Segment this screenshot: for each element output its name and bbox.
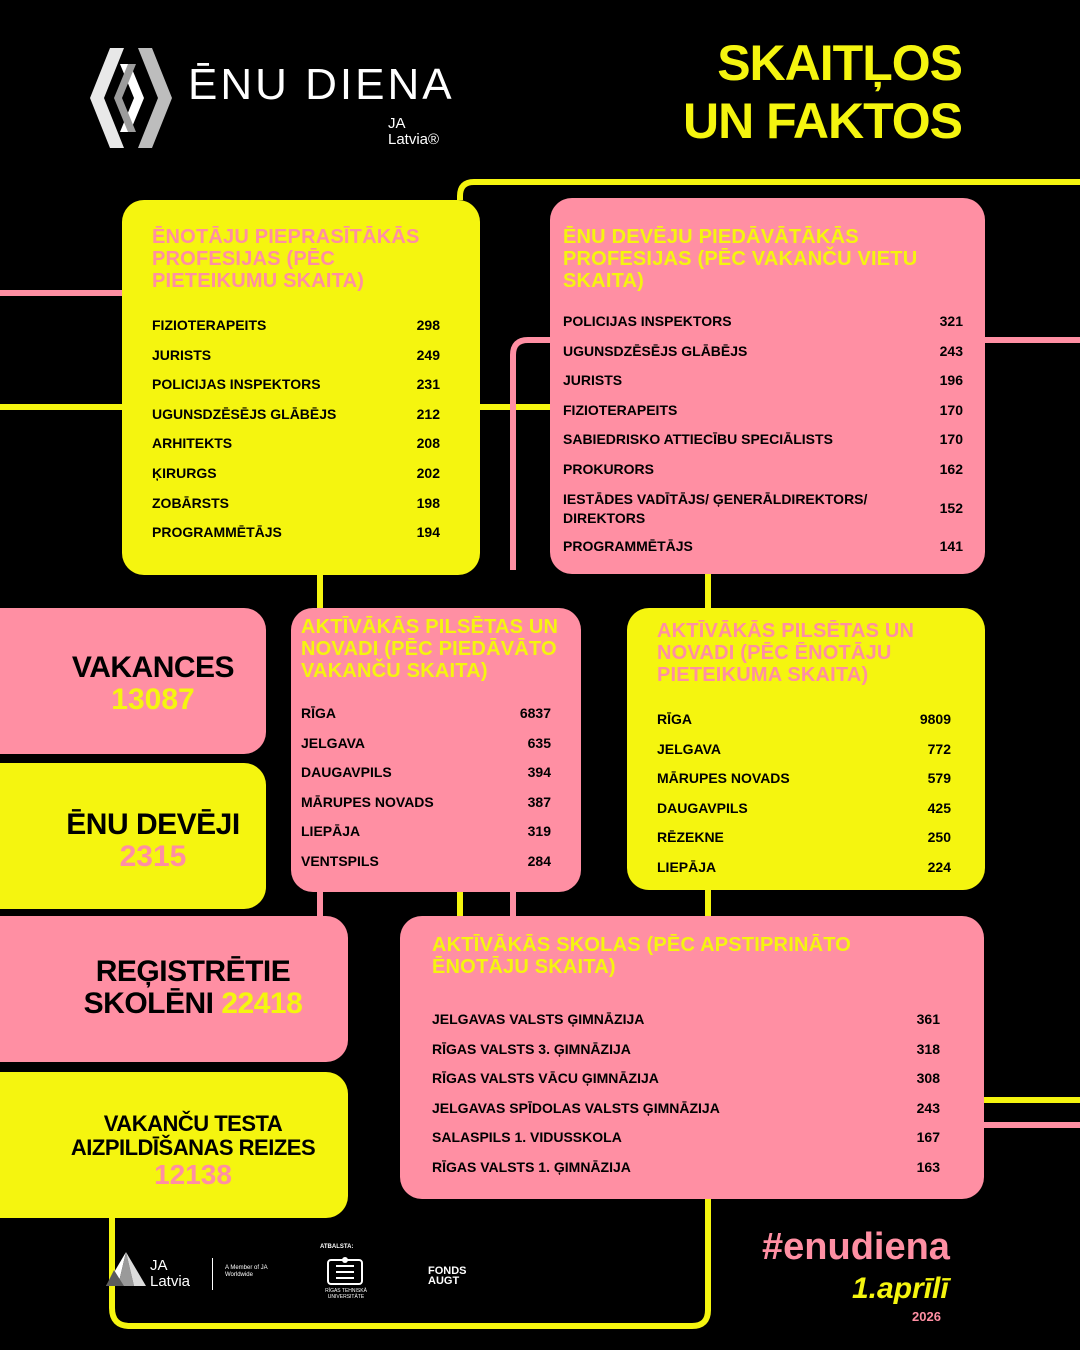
table-row [301,704,551,723]
tests-stat-card [0,1072,348,1218]
table-row [152,316,440,335]
ja-logo-icon [104,1250,148,1290]
shadow-givers-stat [18,809,288,873]
row-name: RĪGA [657,711,692,727]
registered-label-2: SKOLĒNI [83,987,214,1020]
table-row [152,494,440,513]
table-row [657,858,951,877]
row-value: 318 [916,1040,940,1057]
row-value: 361 [916,1011,940,1027]
registered-label-1: REĢISTRĒTIE [95,955,291,988]
row-value: 202 [416,465,440,481]
brand-name: ĒNU DIENA [188,60,455,109]
cities-offered-card [291,608,581,892]
card-title: AKTĪVĀKĀS PILSĒTAS UN NOVADI (PĒC ĒNOTĀJU PIETEIKUMA SKAITA) [657,620,915,686]
hashtag: #enudiena [762,1226,950,1268]
row-name: RĪGAS VALSTS 3. ĢIMNĀZIJA [432,1040,631,1057]
row-name: DAUGAVPILS [301,764,392,781]
row-name: JURISTS [563,372,623,389]
row-name: JELGAVA [657,740,722,757]
vacancies-stat [18,652,288,716]
row-value: 425 [927,799,951,816]
table-row [152,375,440,394]
row-value: 394 [527,764,551,781]
card-title: AKTĪVĀKĀS PILSĒTAS UN NOVADI (PĒC PIEDĀVĀTO VAKANČU SKAITA) [301,616,559,682]
row-value: 9809 [919,711,951,727]
table-row [563,537,963,556]
table-row [301,793,551,812]
enu-diena-logo-icon [90,48,172,150]
row-name: ARHITEKTS [152,435,233,452]
table-row [657,710,951,729]
row-name: LIEPĀJA [301,823,361,840]
row-name: IESTĀDES VADĪTĀJS/ ĢENERĀLDIREKTORS/ DIREKTORS [563,490,868,526]
row-name: PROGRAMMĒTĀJS [152,524,282,541]
row-name: ZOBĀRSTS [152,494,229,511]
table-row [563,371,963,390]
row-name: MĀRUPES NOVADS [301,793,434,810]
rows-requested [152,316,440,556]
table-row [301,734,551,753]
table-row [432,1158,940,1177]
table-row [563,312,963,331]
tests-label-2: AIZPILDĪŠANAS REIZES [70,1135,316,1160]
table-row [563,460,963,479]
shadow-givers-label: ĒNU DEVĒJI [66,808,240,841]
headline-line-2: UN FAKTOS [683,93,962,149]
requested-professions-card [122,200,480,575]
row-name: LIEPĀJA [657,859,717,875]
table-row [657,769,951,788]
rows-cities-applications [657,710,951,886]
row-value: 250 [927,829,951,846]
row-name: JELGAVAS SPĪDOLAS VALSTS ĢIMNĀZIJA [432,1099,720,1116]
vacancies-label: VAKANCES [71,651,235,684]
vacancies-value: 13087 [111,683,195,716]
table-row [432,1128,940,1147]
row-value: 243 [916,1099,940,1116]
table-row [152,434,440,453]
shadow-givers-stat-card [0,763,266,909]
row-value: 208 [416,435,440,452]
rows-offered [563,312,963,562]
ja-latvia-label [388,116,439,148]
fonds-line-2: AUGT [428,1275,460,1287]
row-value: 284 [527,853,551,869]
table-row [657,740,951,759]
row-name: MĀRUPES NOVADS [657,770,790,787]
row-name: ĶIRURGS [152,465,217,481]
rows-cities-offered [301,704,551,880]
footer-ja: JA [150,1257,168,1274]
row-name: RĪGAS VALSTS VĀCU ĢIMNĀZIJA [432,1070,659,1087]
tests-stat [18,1112,368,1190]
table-row [563,342,963,361]
vacancies-stat-card [0,608,266,754]
table-row [432,1069,940,1088]
table-row [563,401,963,420]
row-value: 635 [527,734,551,751]
footer-ja-latvia [150,1258,190,1290]
card-title: AKTĪVĀKĀS SKOLAS (PĒC APSTIPRINĀTO ĒNOTĀJU SKAITA) [432,934,852,978]
row-value: 152 [939,500,963,517]
page-headline [683,34,962,150]
row-value: 170 [939,401,963,418]
row-name: SALASPILS 1. VIDUSSKOLA [432,1129,622,1146]
row-value: 249 [416,346,440,363]
table-row [152,523,440,542]
row-value: 163 [916,1159,940,1175]
row-name: POLICIJAS INSPEKTORS [152,376,321,393]
table-row [301,763,551,782]
row-name: SABIEDRISKO ATTIECĪBU SPECIĀLISTS [563,431,833,448]
registered-label-2-row [18,988,368,1020]
footer-rtu-label: RĪGAS TEHNISKĀ UNIVERSITĀTE [325,1288,367,1300]
card-title: ĒNOTĀJU PIEPRASĪTĀKĀS PROFESIJAS (PĒC PIETEIKUMU SKAITA) [152,226,420,292]
row-value: 579 [927,770,951,787]
table-row [563,430,963,449]
row-value: 167 [916,1129,940,1146]
footer-divider [212,1258,213,1290]
row-value: 308 [916,1070,940,1087]
row-name: FIZIOTERAPEITS [152,317,267,333]
table-row [432,1010,940,1029]
row-value: 141 [939,538,963,555]
tests-value: 12138 [154,1159,232,1190]
row-name: JURISTS [152,346,212,363]
row-name: RĪGA [301,705,336,721]
ja-label: JA [388,115,406,132]
footer-fonds-logo [428,1266,467,1286]
rtu-crest-icon [322,1256,368,1286]
row-value: 319 [527,823,551,840]
table-row [301,852,551,871]
row-name: UGUNSDZĒSĒJS GLĀBĒJS [152,405,337,422]
shadow-givers-value: 2315 [119,840,187,873]
row-value: 162 [939,461,963,477]
row-value: 321 [939,313,963,329]
footer-support-label: ATBALSTA: [320,1244,354,1250]
registered-value: 22418 [221,987,303,1020]
table-row [432,1099,940,1118]
row-name: RĒZEKNE [657,829,724,846]
footer-latvia: Latvia [150,1273,191,1290]
row-name: PROGRAMMĒTĀJS [563,538,693,555]
registered-stat [18,956,368,1020]
footer-member-text: A Member of JA Worldwide [225,1265,268,1278]
card-title: ĒNU DEVĒJU PIEDĀVĀTĀKĀS PROFESIJAS (PĒC VAKANČU VIETU SKAITA) [563,226,918,292]
table-row [301,822,551,841]
table-row [152,464,440,483]
latvia-label: Latvia® [388,131,440,148]
row-name: UGUNSDZĒSĒJS GLĀBĒJS [563,342,748,359]
row-value: 6837 [519,705,551,721]
row-name: JELGAVAS VALSTS ĢIMNĀZIJA [432,1011,645,1027]
row-name: RĪGAS VALSTS 1. ĢIMNĀZIJA [432,1159,631,1175]
row-name: VENTSPILS [301,853,379,869]
headline-line-1: SKAITĻOS [717,35,962,91]
table-row [152,405,440,424]
rows-schools [432,1010,940,1186]
row-value: 194 [416,524,440,541]
row-value: 231 [416,376,440,393]
table-row [657,828,951,847]
row-name: JELGAVA [301,734,366,751]
row-value: 212 [416,405,440,422]
table-row [152,346,440,365]
event-year: 2026 [912,1309,941,1324]
tests-label-1: VAKANČU TESTA [103,1111,283,1136]
table-row [563,490,963,528]
row-name: FIZIOTERAPEITS [563,401,678,418]
row-value: 772 [927,740,951,757]
table-row [657,799,951,818]
registered-stat-card [0,916,348,1062]
row-name: DAUGAVPILS [657,799,748,816]
row-name: POLICIJAS INSPEKTORS [563,313,732,329]
fonds-line-1: FONDS [428,1265,467,1277]
row-value: 243 [939,342,963,359]
row-value: 298 [416,317,440,333]
row-value: 170 [939,431,963,448]
row-name: PROKURORS [563,461,655,477]
event-date: 1.aprīlī [852,1272,949,1305]
cities-applications-card [627,608,985,890]
offered-professions-card [550,198,985,574]
row-value: 196 [939,372,963,389]
row-value: 198 [416,494,440,511]
row-value: 387 [527,793,551,810]
table-row [432,1040,940,1059]
schools-card [400,916,984,1199]
row-value: 224 [927,859,951,875]
